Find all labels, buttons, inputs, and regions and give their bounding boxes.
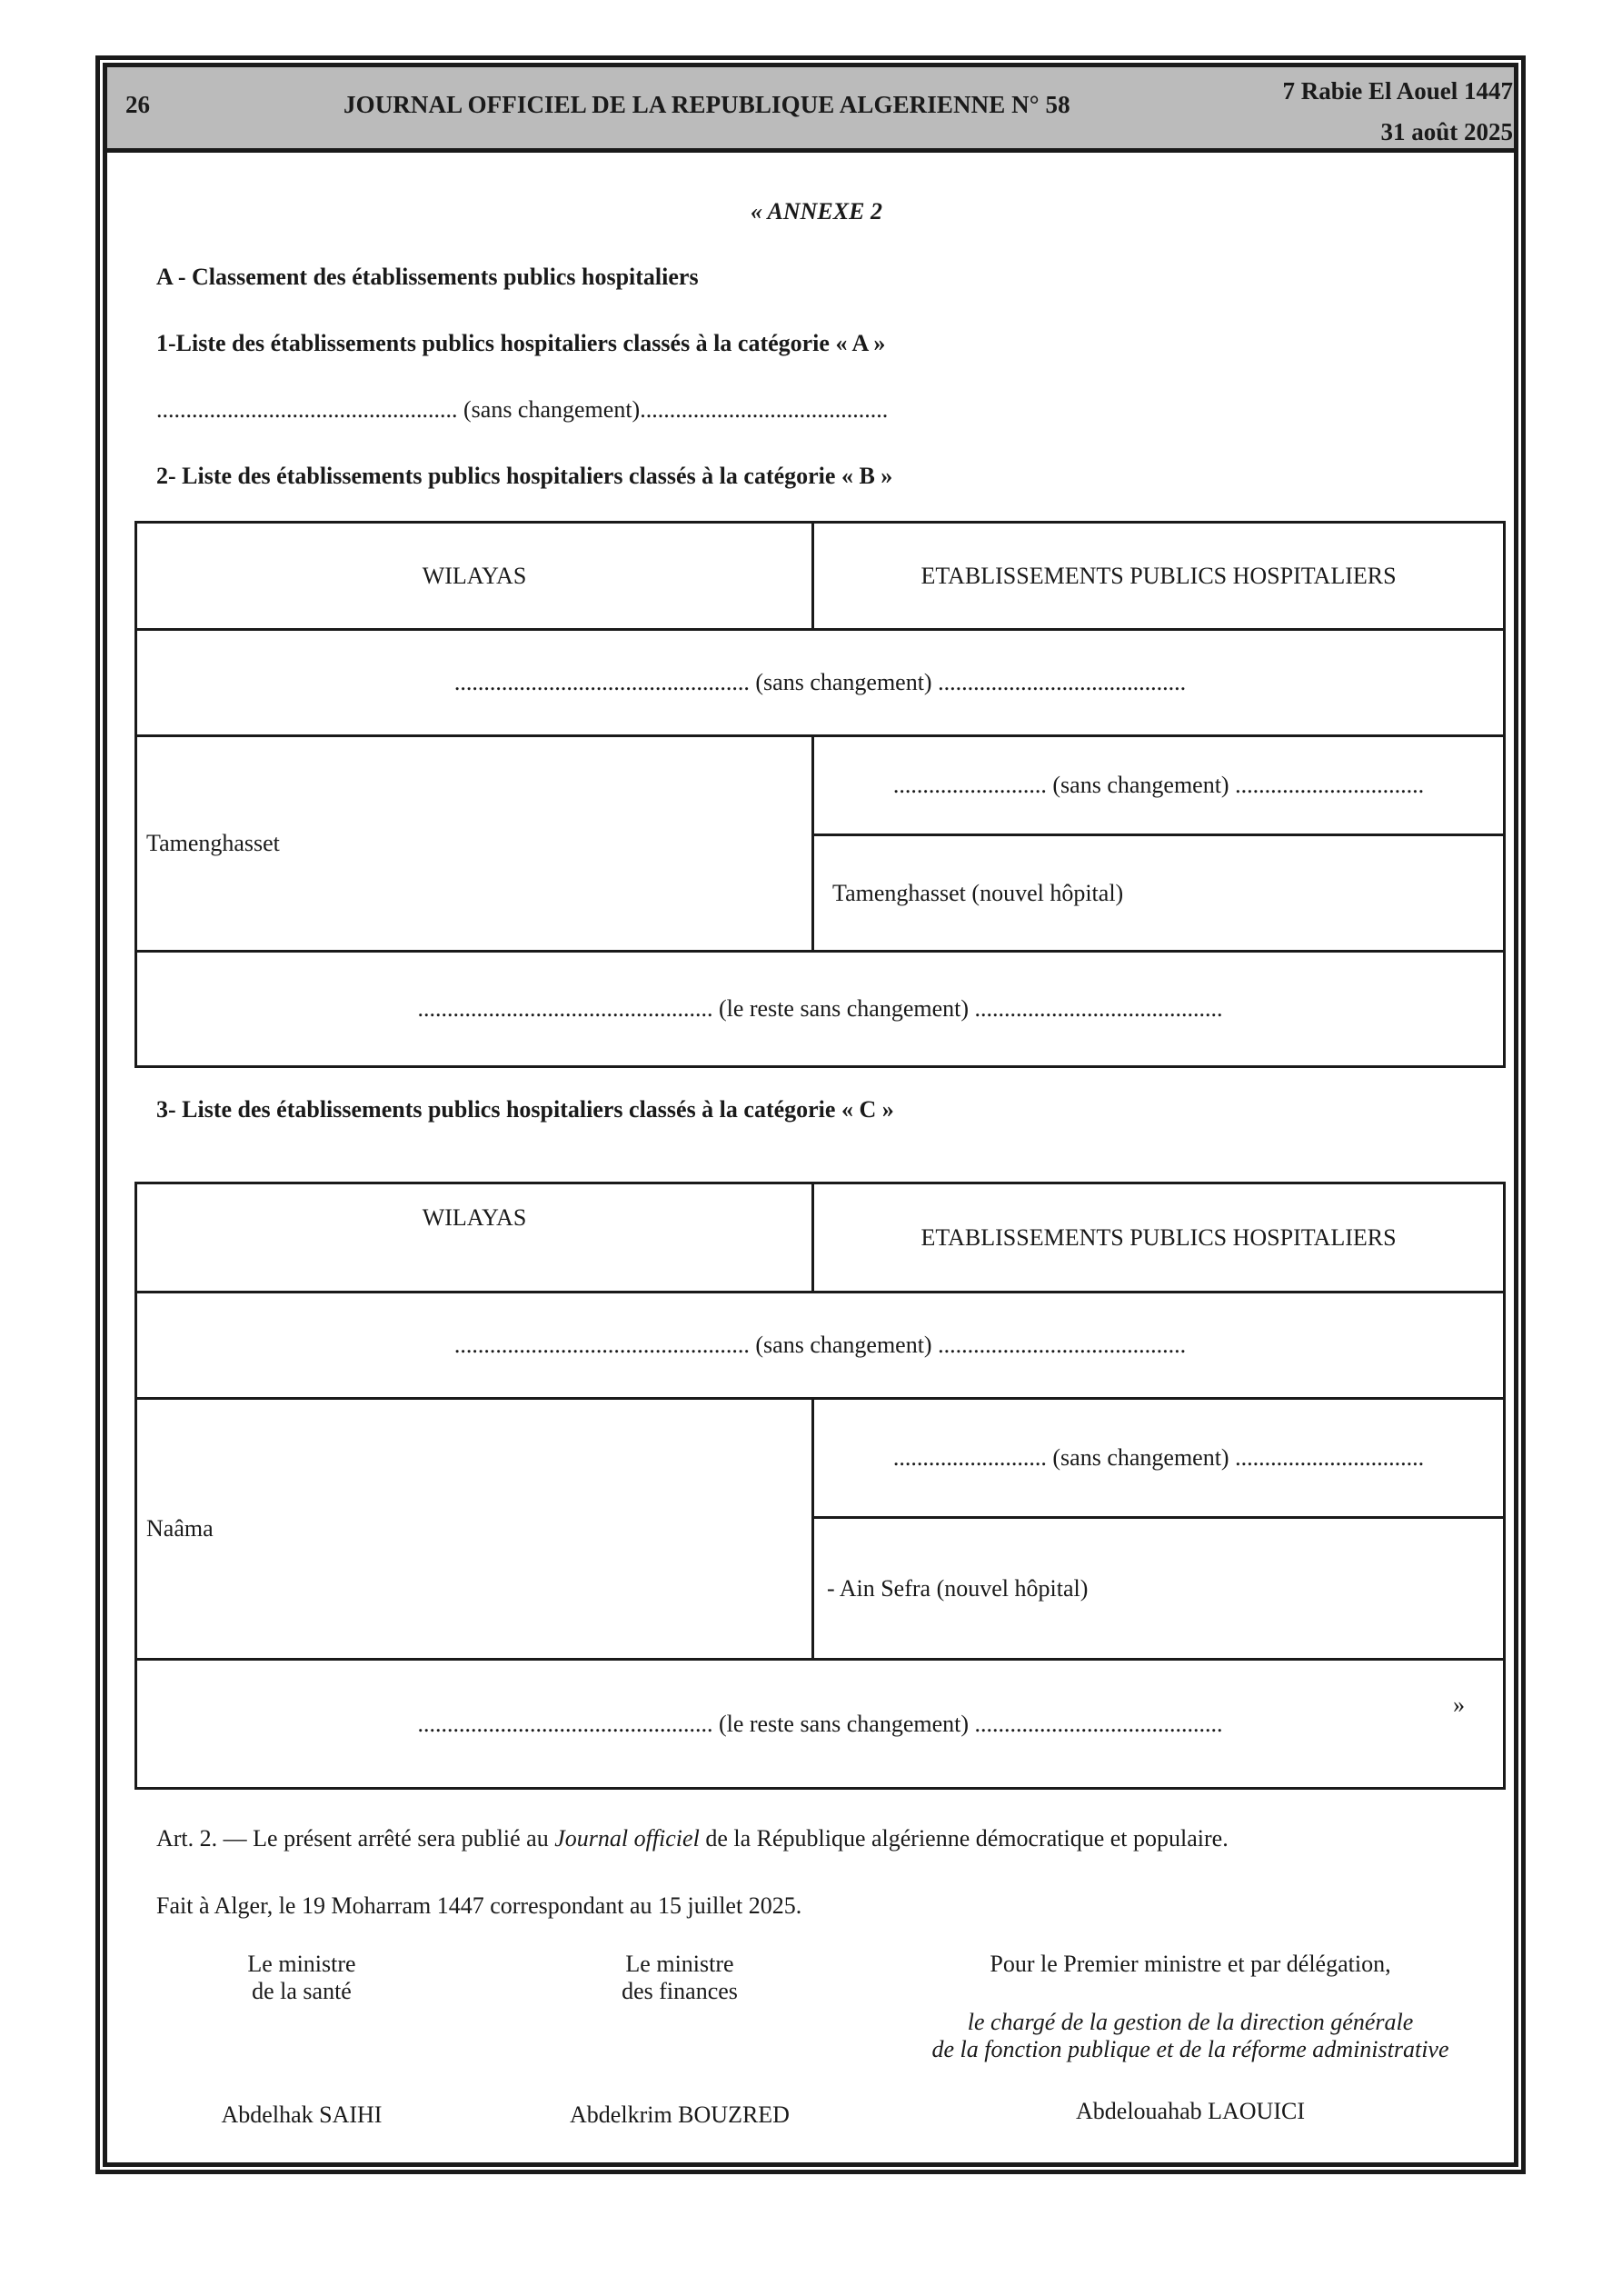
signatory-name: Abdelkrim BOUZRED [570,2101,790,2128]
signatory-title: Le ministre [625,1951,734,1977]
column-header-wilayas: WILAYAS [136,523,813,630]
done-at-line: Fait à Alger, le 19 Moharram 1447 correspondant au 15 juillet 2025. [156,1892,802,1919]
list-2-heading: 2- Liste des établissements publics hospitaliers classés à la catégorie « B » [156,463,893,489]
signatory-finance-minister [543,1951,816,2005]
list-3-heading: 3- Liste des établissements publics hospitaliers classés à la catégorie « C » [156,1096,894,1123]
signatory-title: des finances [622,1978,738,2004]
list-1-unchanged: ................................................... (sans changement).......................................... [156,396,889,423]
establishment-cell: Tamenghasset (nouvel hôpital) [813,835,1505,952]
gregorian-date: 31 août 2025 [1380,118,1513,145]
table-row-unchanged: .................................................. (sans changement) .......................................... [136,630,1505,736]
establishment-cell: - Ain Sefra (nouvel hôpital) [813,1518,1505,1660]
article-2 [156,1825,1229,1852]
wilaya-cell: Tamenghasset [136,736,813,952]
category-c-table [134,1182,1506,1790]
table-row-rest-unchanged [136,1660,1505,1789]
signatory-title: Le ministre [247,1951,356,1977]
table-row-unchanged: .................................................. (sans changement) .......................................... [136,1293,1505,1399]
establishment-cell: .......................... (sans changement) ................................ [813,736,1505,835]
signatory-name: Abdelouahab LAOUICI [1076,2098,1305,2124]
rest-unchanged-text: .................................................. (le reste sans changement) .......................................... [417,1710,1223,1737]
establishment-cell: .......................... (sans changement) ................................ [813,1399,1505,1518]
issue-date [1282,71,1513,153]
hijri-date: 7 Rabie El Aouel 1447 [1282,77,1513,105]
journal-officiel-italic: Journal officiel [554,1825,700,1852]
page-number: 26 [125,91,150,118]
category-b-table [134,521,1506,1068]
signatory-role-line: le chargé de la gestion de la direction générale [967,2009,1414,2035]
column-header-establishments: ETABLISSEMENTS PUBLICS HOSPITALIERS [813,523,1505,630]
article-2-prefix: Art. 2. — Le présent arrêté sera publié au [156,1825,555,1852]
signatory-prime-minister-delegate [872,1951,1508,2063]
list-1-heading: 1-Liste des établissements publics hospitaliers classés à la catégorie « A » [156,330,886,356]
signatory-title: de la santé [252,1978,352,2004]
table-row-rest-unchanged: .................................................. (le reste sans changement) .......................................... [136,952,1505,1067]
closing-quote: » [1453,1692,1465,1718]
signatory-health-minister [165,1951,438,2005]
signatory-role-line: de la fonction publique et de la réforme administrative [931,2036,1449,2062]
signatory-title: Pour le Premier ministre et par délégation, [990,1951,1391,1977]
wilaya-cell: Naâma [136,1399,813,1660]
article-2-suffix: de la République algérienne démocratique et populaire. [699,1825,1229,1852]
column-header-wilayas: WILAYAS [136,1183,813,1293]
column-header-establishments: ETABLISSEMENTS PUBLICS HOSPITALIERS [813,1183,1505,1293]
journal-title: JOURNAL OFFICIEL DE LA REPUBLIQUE ALGERIENNE N° 58 [343,91,1070,118]
annex-title: « ANNEXE 2 [751,198,882,225]
signatory-name: Abdelhak SAIHI [221,2101,383,2128]
section-a-heading: A - Classement des établissements publics hospitaliers [156,264,699,290]
